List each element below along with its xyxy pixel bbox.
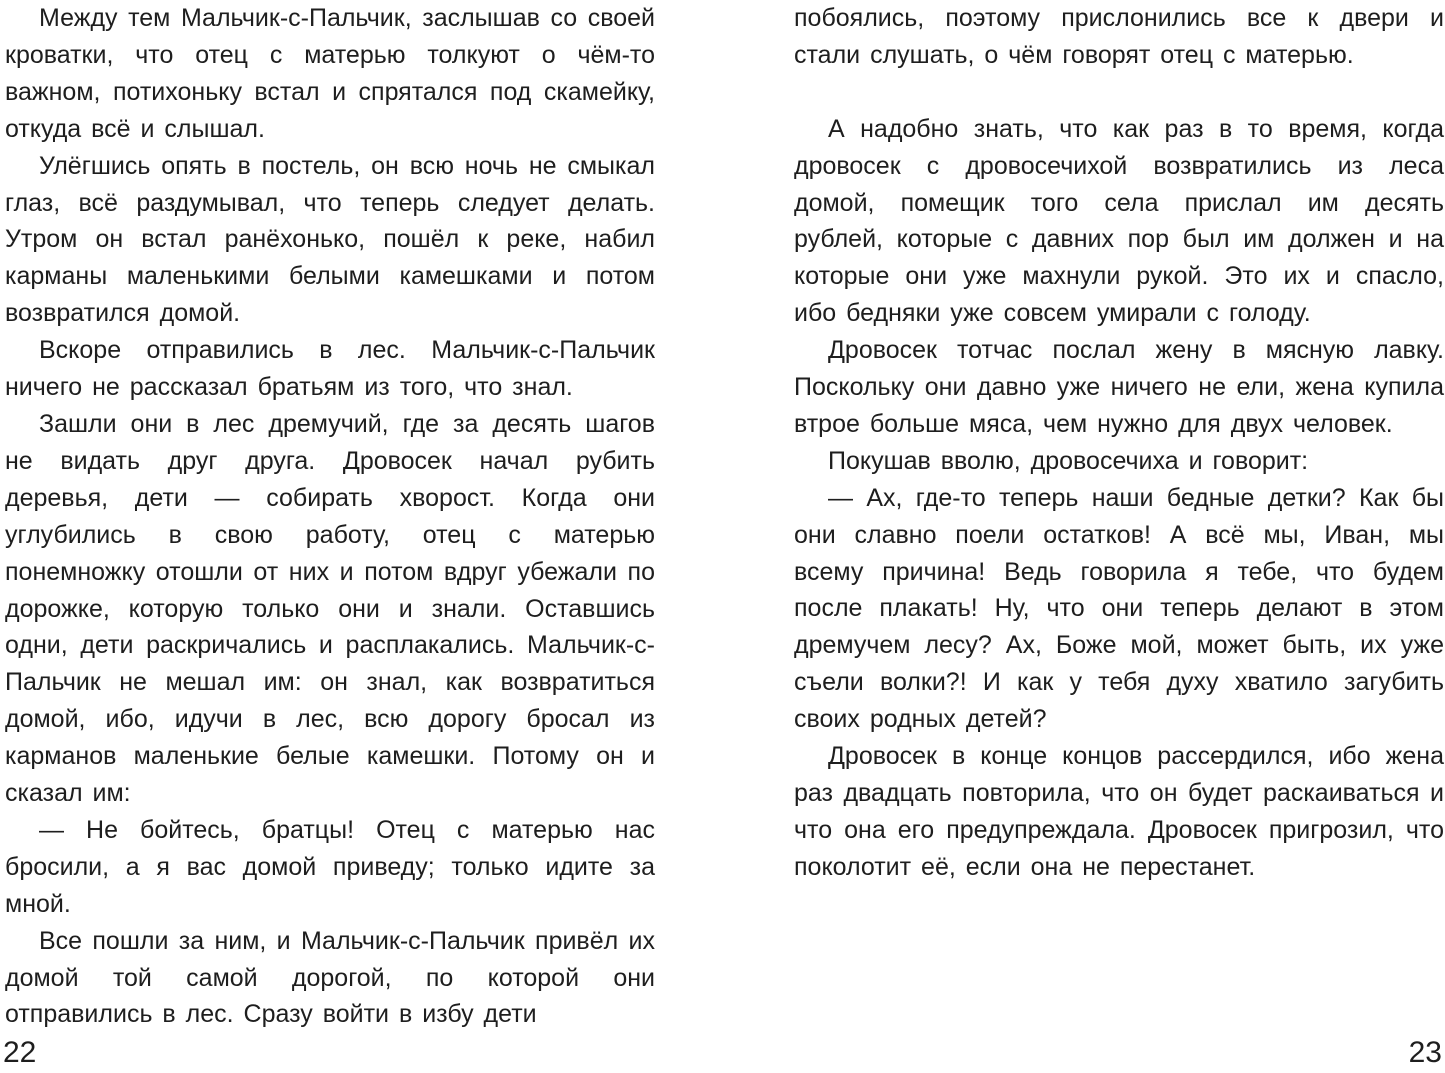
continued-paragraph: побоялись, поэтому прислонились все к двери и стали слушать, о чём говорят отец с матерью. [794, 4, 1444, 69]
paragraph: Улёгшись опять в постель, он всю ночь не смыкал глаз, всё раздумывал, что теперь следует делать. Утром он встал ранёхонько, пошёл к реке, набил карманы маленькими белыми камешками и потом возвратился домой. [5, 151, 655, 328]
page-number-left: 22 [3, 1036, 37, 1069]
paragraph: А надобно знать, что как раз в то время, когда дровосек с дровосечихой возвратились из леса домой, помещик того села прислал им десять рублей, которые с давних пор был им должен и на которые они уже махнули рукой. Это их и спасло, ибо бедняки уже совсем умирали с голоду. [794, 114, 1444, 328]
left-page [5, 0, 655, 1033]
page-number-right: 23 [1408, 1036, 1442, 1069]
paragraph: Все пошли за ним, и Мальчик-с-Пальчик привёл их домой той самой дорогой, по которой они отправились в лес. Сразу войти в избу дети [5, 926, 655, 1029]
paragraph: Вскоре отправились в лес. Мальчик-с-Пальчик ничего не рассказал братьям из того, что знал. [5, 336, 655, 402]
right-page [794, 0, 1444, 886]
paragraph: Между тем Мальчик-с-Пальчик, заслышав со своей кроватки, что отец с матерью толкуют о чём-то важном, потихоньку встал и спрятался под скамейку, откуда всё и слышал. [5, 4, 655, 143]
paragraph: Дровосек в конце концов рассердился, ибо жена раз двадцать повторила, что он будет раскаиваться и что она его предупреждала. Дровосек пригрозил, что поколотит её, если она не перестанет. [794, 742, 1444, 881]
paragraph: — Ах, где-то теперь наши бедные детки? Как бы они славно поели остатков! А всё мы, Иван, мы всему причина! Ведь говорила я тебе, что будем после плакать! Ну, что они теперь делают в этом дремучем лесу? Ах, Боже мой, может быть, их уже съели волки?! И как у тебя духу хватило загубить своих родных детей? [794, 483, 1444, 734]
blank-line [794, 74, 1444, 111]
paragraph: Покушав вволю, дровосечиха и говорит: [828, 446, 1309, 475]
paragraph: — Не бойтесь, братцы! Отец с матерью нас бросили, а я вас домой приведу; только идите за мной. [5, 815, 655, 918]
paragraph: Зашли они в лес дремучий, где за десять шагов не видать друг друга. Дровосек начал рубить деревья, дети — собирать хворост. Когда они углубились в свою работу, отец с матерью понемножку отошли от них и потом вдруг убежали по дорожке, которую только они и знали. Оставшись одни, дети раскричались и расплакались. Мальчик-с-Пальчик не мешал им: он знал, как возвратиться домой, ибо, идучи в лес, всю дорогу бросал из карманов маленькие белые камешки. Потому он и сказал им: [5, 409, 655, 808]
paragraph: Дровосек тотчас послал жену в мясную лавку. Поскольку они давно уже ничего не ели, жена купила втрое больше мяса, чем нужно для двух человек. [794, 336, 1444, 438]
